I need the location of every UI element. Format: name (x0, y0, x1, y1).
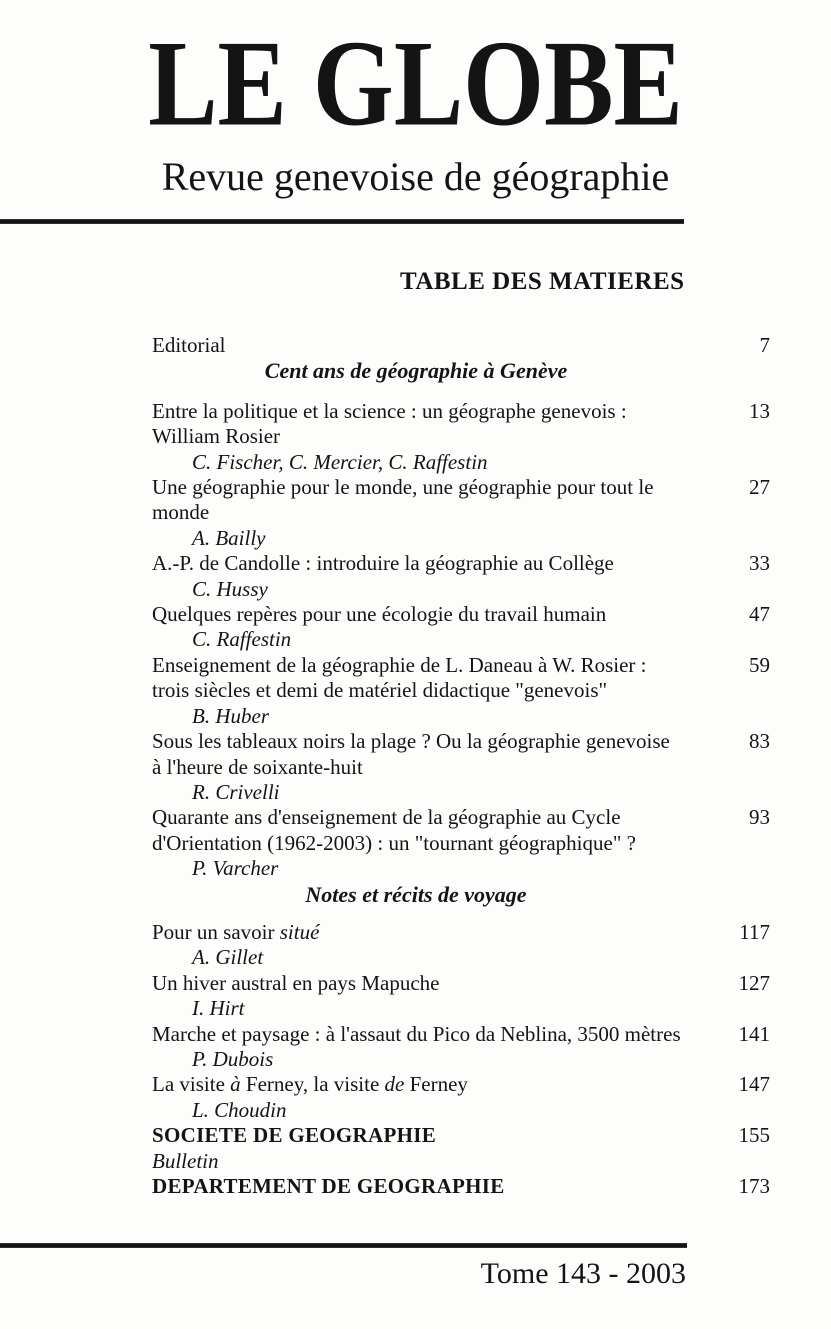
toc-title-italic-segment: situé (279, 919, 320, 944)
toc-entry-page: 127 (738, 970, 770, 995)
toc-heading: TABLE DES MATIERES (400, 268, 685, 295)
toc-entry-text (152, 475, 700, 551)
toc-entry-text (152, 805, 700, 881)
toc-list (152, 333, 770, 1199)
masthead-rule (0, 219, 684, 224)
toc-entry-author: B. Huber (192, 703, 269, 728)
toc-entry-page: 141 (738, 1021, 770, 1046)
toc-entry-page: 117 (739, 919, 770, 944)
toc-entry-title-line: Editorial (152, 333, 226, 357)
toc-entry-page: 33 (749, 551, 770, 576)
toc-entry-title-line: Une géographie pour le monde, une géographie pour tout le (152, 475, 654, 500)
toc-entry-text (152, 971, 700, 1022)
toc-title-italic-segment: à (230, 1072, 241, 1097)
toc-entry-title-line: Enseignement de la géographie de L. Daneau à W. Rosier : (152, 652, 647, 677)
toc-entry-text (152, 602, 700, 653)
toc-entry-page: 93 (749, 805, 770, 830)
toc-entry-author: C. Fischer, C. Mercier, C. Raffestin (192, 449, 488, 474)
toc-entry-author: A. Gillet (192, 945, 264, 970)
toc-entry-text (152, 1149, 700, 1174)
toc-entry-author: P. Varcher (192, 856, 279, 881)
toc-entry-title-line: trois siècles et demi de matériel didactique "genevois" (152, 678, 608, 703)
toc-title-segment: Ferney (404, 1072, 468, 1097)
toc-entry-text (152, 653, 700, 729)
toc-entry (152, 1072, 770, 1123)
toc-entry-title-line: Bulletin (152, 1148, 219, 1173)
toc-entry-author: A. Bailly (192, 525, 266, 550)
toc-entry-text (152, 1123, 700, 1148)
toc-entry-author: C. Hussy (192, 576, 268, 601)
toc-entry-text (152, 1022, 700, 1073)
toc-entry-title-line: Un hiver austral en pays Mapuche (152, 970, 440, 995)
toc-entry-title-line: à l'heure de soixante-huit (152, 754, 363, 779)
toc-entry-page: 155 (738, 1123, 770, 1148)
toc-entry-page: 147 (738, 1072, 770, 1097)
toc-entry (152, 971, 770, 1022)
toc-entry-text (152, 399, 700, 475)
toc-entry-page: 173 (738, 1174, 770, 1198)
toc-entry-text (152, 551, 700, 602)
toc-entry-title-line (152, 920, 700, 945)
toc-entry (152, 1022, 770, 1073)
toc-entry-page: 83 (749, 729, 770, 754)
toc-entry (152, 602, 770, 653)
toc-entry-title-line: SOCIETE DE GEOGRAPHIE (152, 1123, 437, 1148)
toc-entry (152, 399, 770, 475)
toc-entry-page: 13 (749, 398, 770, 423)
toc-entry-author: R. Crivelli (192, 779, 280, 804)
journal-subtitle: Revue genevoise de géographie (161, 154, 670, 199)
toc-entry-text (152, 729, 700, 805)
journal-title: LE GLOBE (148, 15, 683, 152)
toc-entry-title-line: A.-P. de Candolle : introduire la géographie au Collège (152, 551, 614, 576)
toc-entry-text (152, 920, 700, 971)
toc-entry (152, 920, 770, 971)
toc-entry-title-line: Sous les tableaux noirs la plage ? Ou la géographie genevoise (152, 729, 670, 754)
toc-entry-title-line: Quarante ans d'enseignement de la géographie au Cycle (152, 805, 621, 830)
toc-entry-page: 7 (759, 333, 770, 357)
toc-entry-title-line: d'Orientation (1962-2003) : un "tournant géographique" ? (152, 830, 636, 855)
toc-entry-author: L. Choudin (192, 1097, 287, 1122)
toc-entry-text (152, 333, 700, 358)
toc-entry-author: P. Dubois (192, 1046, 274, 1071)
toc-entry-title-line: William Rosier (152, 424, 281, 449)
toc-entry-page: 47 (749, 602, 770, 627)
toc-entry-title-line: Entre la politique et la science : un géographe genevois : (152, 398, 627, 423)
toc-entry (152, 805, 770, 881)
toc-entry (152, 1149, 770, 1174)
toc-entry-page: 59 (749, 652, 770, 677)
toc-section-heading: Cent ans de géographie à Genève (264, 358, 568, 384)
toc-entry-title-line: monde (152, 500, 210, 525)
toc-entry-title-line: DEPARTEMENT DE GEOGRAPHIE (152, 1174, 505, 1198)
toc-entry-text (152, 1072, 700, 1123)
toc-title-segment: Pour un savoir (152, 919, 280, 944)
toc-entry (152, 653, 770, 729)
toc-entry-author: I. Hirt (192, 996, 245, 1021)
footer-rule (0, 1243, 687, 1248)
toc-entry (152, 551, 770, 602)
toc-entry (152, 729, 770, 805)
toc-title-segment: Ferney, la visite (240, 1072, 385, 1097)
toc-entry (152, 333, 770, 358)
toc-entry (152, 475, 770, 551)
toc-title-segment: La visite (152, 1072, 231, 1097)
toc-title-italic-segment: de (384, 1072, 405, 1097)
toc-entry-text (152, 1174, 700, 1199)
toc-entry-title-line (152, 1072, 700, 1097)
toc-section-heading: Notes et récits de voyage (305, 881, 527, 907)
volume-label: Tome 143 - 2003 (480, 1257, 686, 1290)
toc-entry-title-line: Quelques repères pour une écologie du travail humain (152, 602, 607, 627)
toc-entry-author: C. Raffestin (192, 627, 292, 652)
toc-entry-title-line: Marche et paysage : à l'assaut du Pico da Neblina, 3500 mètres (152, 1021, 681, 1046)
toc-entry (152, 1174, 770, 1199)
toc-entry-page: 27 (749, 475, 770, 500)
toc-entry (152, 1123, 770, 1148)
